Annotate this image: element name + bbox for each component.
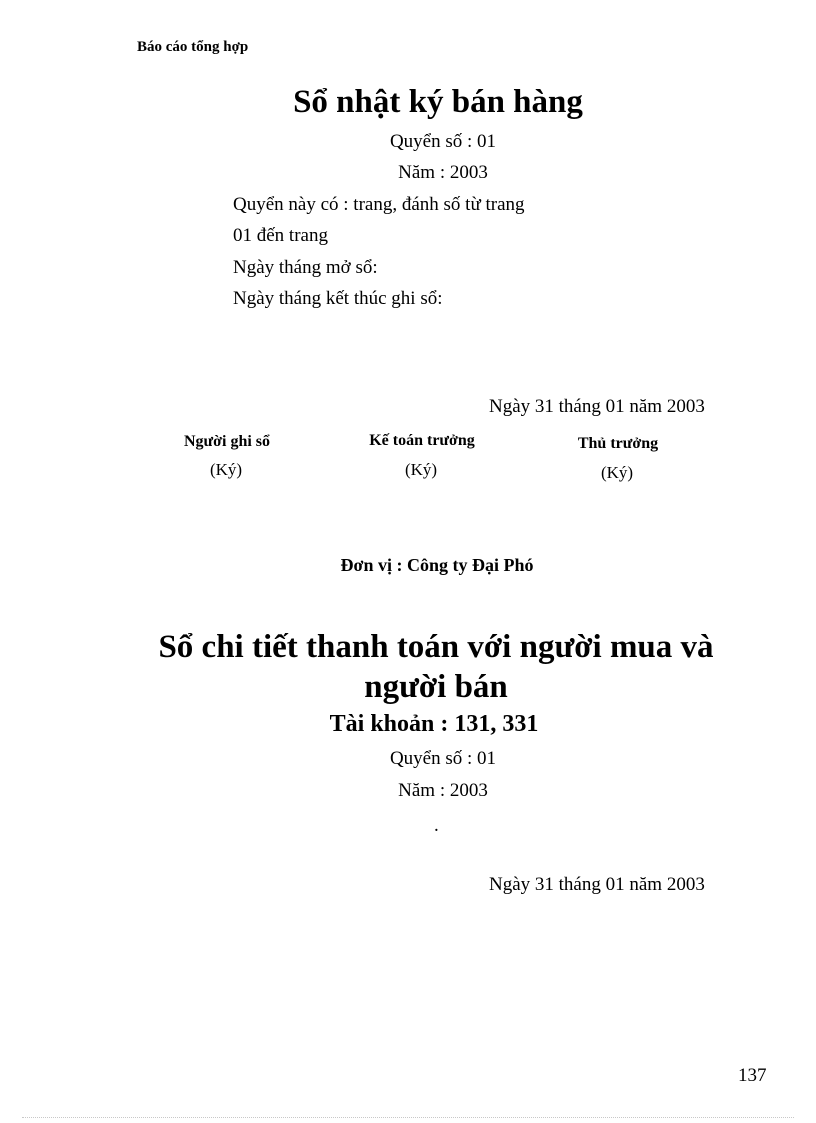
ledger-book-number: Quyển số : 01 [389,748,497,769]
journal-pages-line-continued: 01 đến trang [233,225,328,246]
ledger-sign-date: Ngày 31 tháng 01 năm 2003 [489,874,705,895]
sales-journal-title: Sổ nhật ký bán hàng [293,84,583,120]
signature-note-chief-accountant: (Ký) [404,460,438,479]
ledger-year: Năm : 2003 [398,780,488,801]
journal-open-date: Ngày tháng mở sổ: [233,257,378,278]
journal-year: Năm : 2003 [398,162,488,183]
journal-book-number: Quyển số : 01 [389,131,497,152]
signature-note-recorder: (Ký) [209,460,243,479]
journal-pages-line: Quyển này có : trang, đánh số từ trang [233,194,525,215]
ledger-unit: Đơn vị : Công ty Đại Phó [340,555,534,575]
journal-close-date: Ngày tháng kết thúc ghi sổ: [233,288,443,309]
page-number: 137 [738,1065,767,1086]
signature-role-recorder: Người ghi sổ [183,433,271,450]
signature-role-director: Thủ trưởng [577,435,659,452]
ledger-dot: . [434,815,439,836]
ledger-title: Sổ chi tiết thanh toán với người mua và người bán [158,629,714,705]
signature-note-director: (Ký) [600,463,634,482]
report-header-label: Báo cáo tổng hợp [137,39,249,55]
journal-sign-date: Ngày 31 tháng 01 năm 2003 [489,396,705,417]
signature-role-chief-accountant: Kế toán trưởng [369,432,475,449]
ledger-account: Tài khoản : 131, 331 [329,711,539,737]
footer-divider [22,1117,794,1118]
